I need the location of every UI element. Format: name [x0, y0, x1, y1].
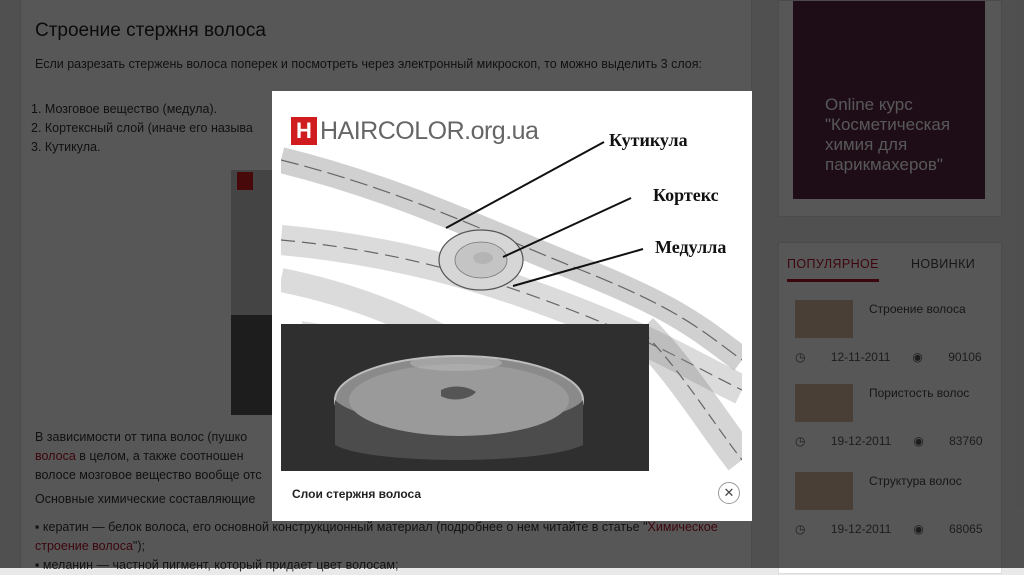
- lightbox-modal: [272, 91, 752, 521]
- close-button[interactable]: ✕: [718, 482, 740, 504]
- hair-illustration: [281, 100, 742, 471]
- label-medulla: Медулла: [655, 237, 727, 257]
- label-cuticle: Кутикула: [609, 130, 688, 150]
- brand-letter: H: [291, 117, 317, 145]
- haircolor-logo: [291, 116, 538, 146]
- hair-structure-figure: [281, 100, 742, 471]
- label-cortex: Кортекс: [653, 185, 719, 205]
- lightbox-caption: Слои стержня волоса: [292, 487, 422, 501]
- brand-text: HAIRCOLOR.org.ua: [320, 116, 539, 145]
